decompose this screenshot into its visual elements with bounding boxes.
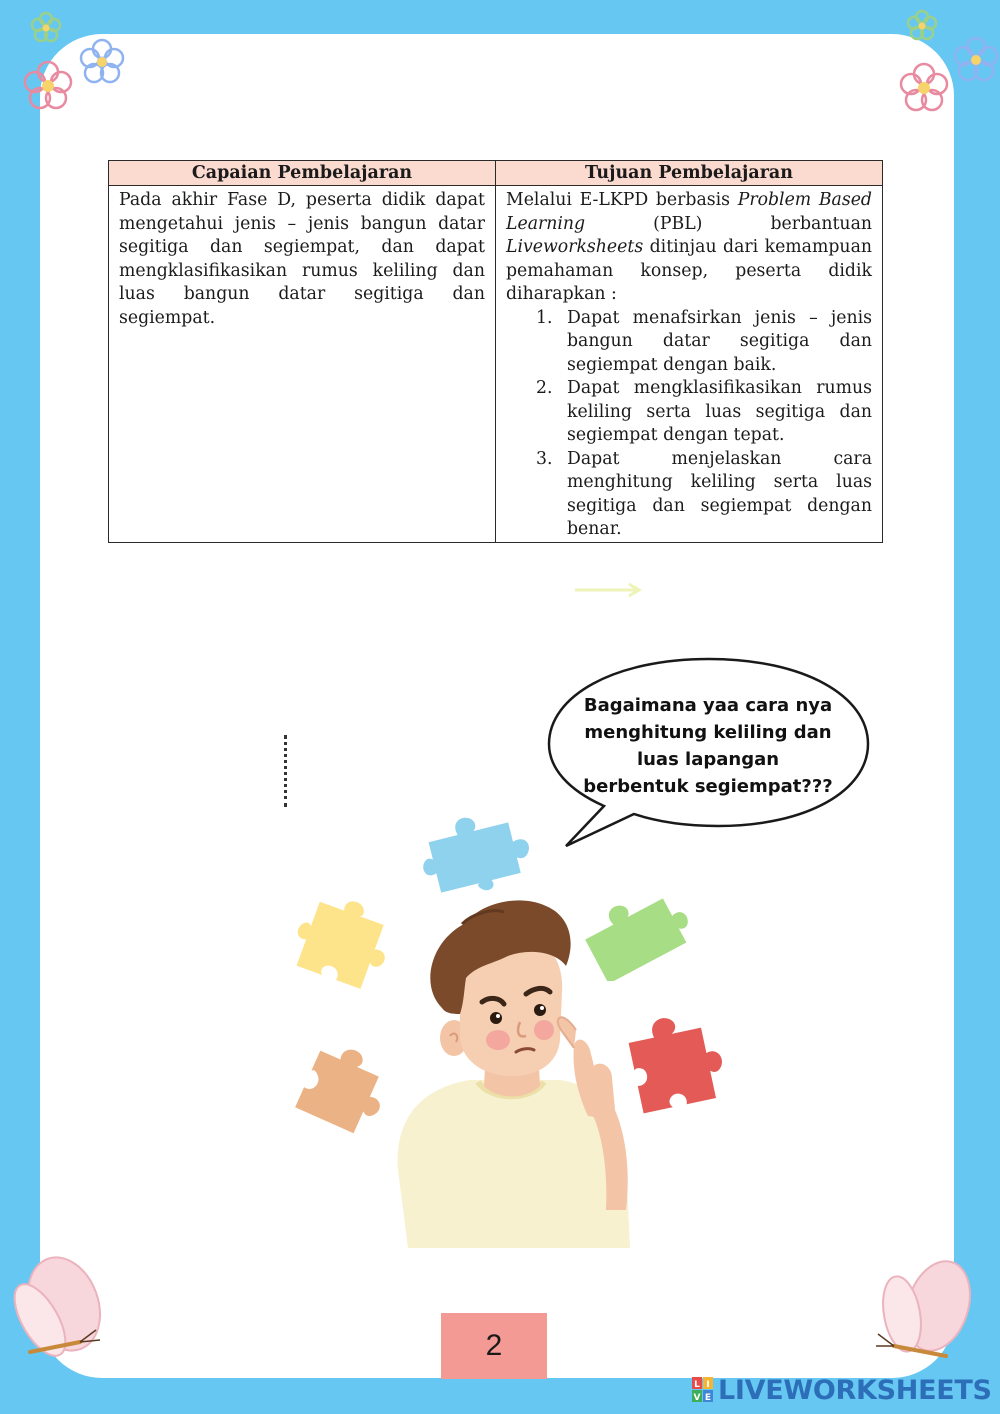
liveworksheets-logo-icon [692,1377,714,1403]
svg-text:L: L [694,1380,700,1390]
puzzle-piece-blue-icon [418,806,542,894]
puzzle-piece-yellow-icon [292,898,392,994]
header-capaian: Capaian Pembelajaran [109,161,496,186]
capaian-cell [109,186,496,543]
butterfly-decoration-left [0,1250,140,1380]
svg-text:I: I [706,1380,710,1390]
butterfly-decoration-right [872,1254,1000,1380]
dotted-line [284,735,287,807]
speech-bubble-text: Bagaimana yaa cara nya menghitung keliling dan luas lapangan berbentuk segiempat??? [583,695,833,797]
learning-outcomes-table [108,160,883,543]
tujuan-cell [496,186,883,543]
capaian-text: Pada akhir Fase D, peserta didik dapat mengetahui jenis – jenis bangun datar segitiga dan segiempat, dan dapat mengklasifikasikan rumus keliling dan luas bangun datar segitiga dan segiempat. [119,190,485,328]
thinking-boy-illustration [380,890,650,1250]
svg-text:E: E [704,1393,712,1403]
flower-decoration-top-left [10,4,140,124]
tujuan-intro: Melalui E-LKPD berbasis Problem Based Learning (PBL) berbantuan Liveworksheets ditinjau dari kemampuan pemahaman konsep, peserta didik diharapkan : [506,190,872,304]
puzzle-piece-orange-icon [290,1040,390,1140]
svg-text:V: V [693,1393,701,1403]
header-tujuan: Tujuan Pembelajaran [496,161,883,186]
arrow-right-icon [573,580,643,600]
liveworksheets-brand [692,1372,992,1408]
goal-list [506,307,872,542]
goal-item: 2. Dapat mengklasifikasikan rumus keliling serta luas segitiga dan segiempat dengan tepat. [536,378,872,445]
liveworksheets-wordmark: LIVEWORKSHEETS [718,1374,992,1406]
goal-item: 3. Dapat menjelaskan cara menghitung keliling serta luas segitiga dan segiempat dengan benar. [536,448,872,539]
flower-decoration-top-right [880,4,1000,124]
page-number: 2 [441,1313,547,1379]
goal-item: 1. Dapat menafsirkan jenis – jenis bangun datar segitiga dan segiempat dengan baik. [536,307,872,375]
